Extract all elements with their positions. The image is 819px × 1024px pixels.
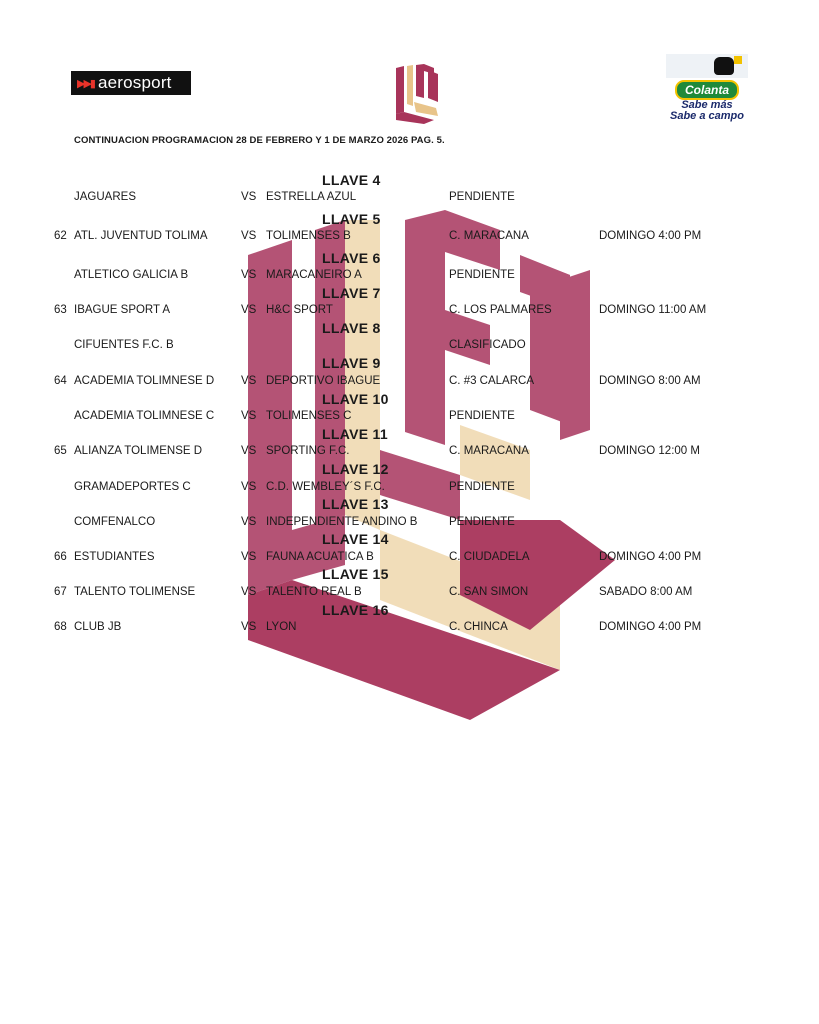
fixture-row [0, 410, 819, 424]
home-team: CIFUENTES F.C. B [74, 339, 174, 351]
match-time: DOMINGO 8:00 AM [599, 375, 701, 387]
match-number: 63 [54, 304, 67, 316]
colanta-tagline-1: Sabe más [681, 99, 733, 111]
match-number: 66 [54, 551, 67, 563]
fixture-row [0, 621, 819, 635]
home-team: COMFENALCO [74, 516, 156, 528]
llave-heading: LLAVE 8 [322, 320, 381, 336]
away-team: INDEPENDIENTE ANDINO B [266, 516, 418, 528]
venue: CLASIFICADO [449, 339, 526, 351]
match-time: DOMINGO 11:00 AM [599, 304, 707, 316]
llave-heading: LLAVE 16 [322, 602, 389, 618]
home-team: ATLETICO GALICIA B [74, 269, 189, 281]
vs-label: VS [241, 516, 257, 528]
colanta-tagline-2: Sabe a campo [670, 110, 744, 122]
home-team: ACADEMIA TOLIMNESE D [74, 375, 215, 387]
home-team: GRAMADEPORTES C [74, 481, 191, 493]
fixture-row [0, 516, 819, 530]
vs-label: VS [241, 230, 257, 242]
vs-label: VS [241, 481, 257, 493]
llave-heading: LLAVE 13 [322, 496, 389, 512]
away-team: C.D. WEMBLEY´S F.C. [266, 481, 385, 493]
fixture-row [0, 304, 819, 318]
fixture-row [0, 230, 819, 244]
llave-heading: LLAVE 10 [322, 391, 389, 407]
llave-heading: LLAVE 14 [322, 531, 389, 547]
llave-heading: LLAVE 6 [322, 250, 381, 266]
away-team: TOLIMENSES B [266, 230, 351, 242]
venue: C. CHINCA [449, 621, 508, 633]
venue: PENDIENTE [449, 410, 515, 422]
league-logo [394, 62, 440, 124]
fixture-row [0, 551, 819, 565]
fixture-row [0, 481, 819, 495]
vs-label: VS [241, 304, 257, 316]
vs-label: VS [241, 586, 257, 598]
llave-heading: LLAVE 11 [322, 426, 388, 442]
vs-label: VS [241, 551, 257, 563]
venue: PENDIENTE [449, 191, 515, 203]
away-team: TALENTO REAL B [266, 586, 362, 598]
away-team: FAUNA ACUATICA B [266, 551, 374, 563]
fixture-row [0, 269, 819, 283]
flag-icon [734, 56, 742, 64]
away-team: SPORTING F.C. [266, 445, 350, 457]
home-team: ATL. JUVENTUD TOLIMA [74, 230, 208, 242]
venue: C. SAN SIMON [449, 586, 529, 598]
match-number: 65 [54, 445, 67, 457]
vs-label: VS [241, 191, 257, 203]
venue: PENDIENTE [449, 481, 515, 493]
llave-heading: LLAVE 4 [322, 172, 381, 188]
home-team: JAGUARES [74, 191, 136, 203]
fixture-row [0, 339, 819, 353]
away-team: ESTRELLA AZUL [266, 191, 357, 203]
away-team: LYON [266, 621, 297, 633]
home-team: CLUB JB [74, 621, 122, 633]
match-number: 67 [54, 586, 67, 598]
llave-heading: LLAVE 15 [322, 566, 389, 582]
match-number: 62 [54, 230, 67, 242]
home-team: ESTUDIANTES [74, 551, 155, 563]
home-team: ACADEMIA TOLIMNESE C [74, 410, 215, 422]
cow-icon [714, 57, 734, 75]
away-team: MARACANEIRO A [266, 269, 362, 281]
vs-label: VS [241, 269, 257, 281]
colanta-wordmark: Colanta [675, 80, 739, 100]
arrow-icon: ▶▶▮ [77, 77, 94, 90]
away-team: DEPORTIVO IBAGUE [266, 375, 381, 387]
venue: PENDIENTE [449, 516, 515, 528]
vs-label: VS [241, 410, 257, 422]
vs-label: VS [241, 445, 257, 457]
match-number: 68 [54, 621, 67, 633]
venue: C. MARACANA [449, 230, 529, 242]
fixture-row [0, 445, 819, 459]
home-team: TALENTO TOLIMENSE [74, 586, 196, 598]
away-team: H&C SPORT [266, 304, 333, 316]
llave-heading: LLAVE 7 [322, 285, 381, 301]
home-team: IBAGUE SPORT A [74, 304, 171, 316]
match-time: SABADO 8:00 AM [599, 586, 693, 598]
fixture-row [0, 586, 819, 600]
llave-heading: LLAVE 12 [322, 461, 389, 477]
away-team: TOLIMENSES C [266, 410, 352, 422]
aerosport-wordmark: aerosport [97, 73, 172, 92]
llave-heading: LLAVE 5 [322, 211, 381, 227]
match-time: DOMINGO 4:00 PM [599, 230, 702, 242]
fixture-row [0, 375, 819, 389]
colanta-logo [666, 54, 748, 124]
venue: C. #3 CALARCA [449, 375, 535, 387]
page-heading: CONTINUACION PROGRAMACION 28 DE FEBRERO Y 1 DE MARZO 2026 PAG. 5. [74, 135, 445, 146]
venue: C. LOS PALMARES [449, 304, 552, 316]
vs-label: VS [241, 375, 257, 387]
venue: C. CIUDADELA [449, 551, 530, 563]
venue: PENDIENTE [449, 269, 515, 281]
venue: C. MARACANA [449, 445, 529, 457]
match-time: DOMINGO 4:00 PM [599, 621, 702, 633]
vs-label: VS [241, 621, 257, 633]
match-time: DOMINGO 4:00 PM [599, 551, 702, 563]
aerosport-logo [71, 71, 191, 95]
fixture-row [0, 191, 819, 205]
match-time: DOMINGO 12:00 M [599, 445, 700, 457]
match-number: 64 [54, 375, 67, 387]
home-team: ALIANZA TOLIMENSE D [74, 445, 203, 457]
llave-heading: LLAVE 9 [322, 355, 381, 371]
